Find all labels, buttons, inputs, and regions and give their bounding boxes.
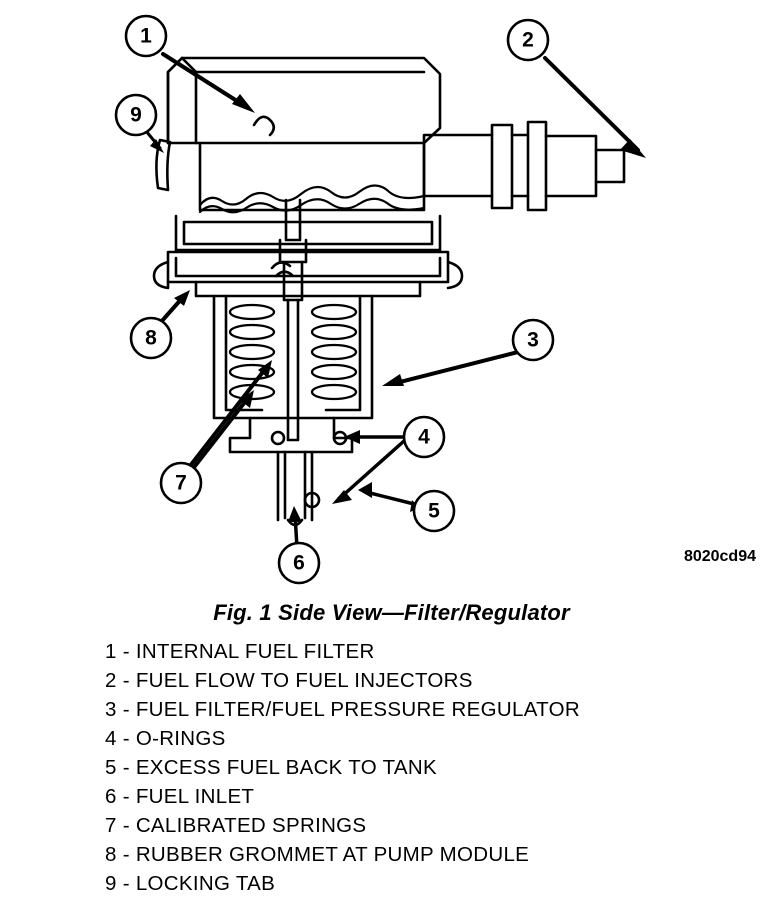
part-code-label: 8020cd94 [683, 548, 756, 565]
callout-label-4: 4 [418, 425, 430, 449]
callout-label-3: 3 [527, 328, 539, 352]
callout-label-5: 5 [428, 499, 440, 523]
callout-label-8: 8 [145, 326, 157, 350]
rubber-grommet [154, 262, 462, 296]
list-item: 1 - INTERNAL FUEL FILTER [105, 640, 375, 663]
internal-filter-element [200, 185, 424, 212]
list-item: 7 - CALIBRATED SPRINGS [105, 814, 367, 837]
outlet-nipple [424, 122, 624, 210]
callout-label-7: 7 [175, 471, 187, 495]
list-item: 6 - FUEL INLET [105, 785, 255, 808]
callout-leaders [146, 54, 646, 548]
list-item: 2 - FUEL FLOW TO FUEL INJECTORS [105, 669, 473, 692]
list-item: 3 - FUEL FILTER/FUEL PRESSURE REGULATOR [105, 698, 580, 721]
list-item: 9 - LOCKING TAB [105, 872, 276, 895]
callout-label-2: 2 [522, 28, 534, 52]
base-flange [168, 216, 448, 282]
callout-label-6: 6 [293, 551, 305, 575]
center-valve-stem [272, 200, 306, 440]
callout-label-1: 1 [140, 24, 152, 48]
regulator-body [214, 296, 372, 452]
housing-detail-hook [254, 117, 274, 135]
list-item: 5 - EXCESS FUEL BACK TO TANK [105, 756, 437, 779]
o-rings [272, 432, 346, 507]
callout-label-9: 9 [130, 103, 142, 127]
figure-caption: Fig. 1 Side View—Filter/Regulator [213, 600, 570, 625]
list-item: 4 - O-RINGS [105, 727, 226, 750]
calibrated-springs [230, 305, 356, 399]
list-item: 8 - RUBBER GROMMET AT PUMP MODULE [105, 843, 530, 866]
legend-list [105, 637, 725, 898]
